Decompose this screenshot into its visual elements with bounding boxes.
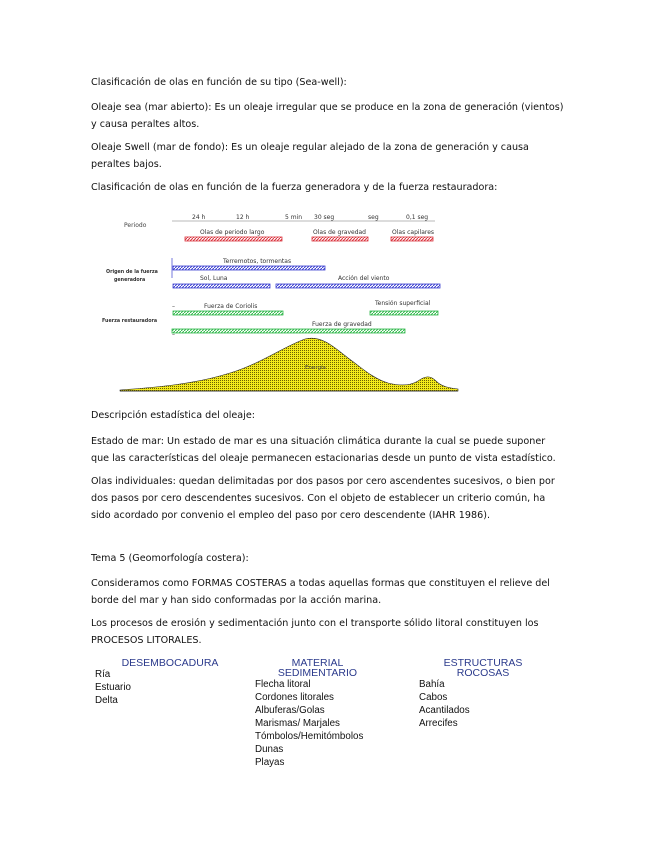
svg-text:–: – [172, 331, 175, 338]
list-item: Marismas/ Marjales [255, 718, 340, 729]
column-estructuras-rocosas [419, 658, 547, 730]
bar-label-coriolis: Fuerza de Coriolis [204, 303, 258, 310]
label-periodo: Periodo [124, 222, 147, 229]
tick-label: 24 h [192, 214, 206, 221]
energy-curve [120, 338, 458, 391]
time-axis [172, 214, 435, 221]
column-heading: ROCOSAS [456, 667, 510, 679]
bar-label-terremotos: Terremotos, tormentas [223, 258, 292, 265]
bar-label-sol-luna: Sol, Luna [200, 275, 228, 282]
column-heading: MATERIAL [291, 657, 344, 669]
label-origen-1: Origen de la fuerza [106, 270, 158, 275]
list-item: Bahía [419, 679, 445, 690]
wave-classification-figure [100, 208, 465, 398]
tick-label: seg [368, 214, 379, 221]
bar-fuerza-gravedad [172, 329, 405, 333]
paragraph-oleaje-swell: Oleaje Swell (mar de fondo): Es un oleaje regular alejado de la zona de generación y causa peraltes bajos. [91, 142, 529, 170]
column-heading: SEDIMENTARIO [277, 667, 358, 679]
bar-label-periodo-largo: Olas de periodo largo [200, 229, 265, 236]
bar-label-viento: Acción del viento [338, 275, 390, 282]
list-item: Estuario [95, 682, 131, 693]
list-item: Tómbolos/Hemitómbolos [255, 731, 364, 742]
column-heading: ESTRUCTURAS [443, 657, 523, 669]
paragraph-oleaje-sea: Oleaje sea (mar abierto): Es un oleaje irregular que se produce en la zona de generación (vientos) y causa peraltes altos. [91, 102, 564, 130]
tick-label: 30 seg [314, 214, 335, 221]
bar-capilares [391, 237, 433, 241]
list-item: Albuferas/Golas [255, 705, 325, 716]
bar-tension [370, 311, 438, 315]
column-heading: DESEMBOCADURA [121, 657, 219, 669]
bar-viento [276, 284, 440, 288]
bar-label-gravedad: Olas de gravedad [313, 229, 366, 236]
list-item: Dunas [255, 744, 284, 755]
list-item: Ría [95, 669, 111, 680]
bar-label-capilares: Olas capilares [392, 229, 435, 236]
column-desembocadura [95, 658, 245, 707]
list-item: Acantilados [419, 705, 470, 716]
bar-label-fuerza-gravedad: Fuerza de gravedad [312, 321, 372, 328]
paragraph-procesos-litorales: Los procesos de erosión y sedimentación junto con el transporte sólido litoral constituyen los PROCESOS LITORALES. [91, 618, 539, 646]
energy-label: Energía [305, 365, 326, 371]
bar-gravedad [312, 237, 368, 241]
list-item: Arrecifes [419, 718, 458, 729]
bar-terremotos [173, 266, 325, 270]
tick-label: 5 min [285, 214, 303, 221]
list-item: Flecha litoral [255, 679, 311, 690]
label-fuerza-restauradora: Fuerza restauradora [102, 319, 158, 324]
bar-sol-luna [173, 284, 270, 288]
label-origen-2: generadora [114, 278, 146, 283]
list-item: Cabos [419, 692, 448, 703]
bar-coriolis [173, 311, 283, 315]
paragraph-estado-mar: Estado de mar: Un estado de mar es una situación climática durante la cual se puede suponer que las características del oleaje permanecen estacionarias desde un punto de vista estadístico. [91, 436, 556, 464]
paragraph-sea-well-title: Clasificación de olas en función de su tipo (Sea-well): [91, 77, 347, 88]
list-item: Cordones litorales [255, 692, 334, 703]
tick-label: 12 h [236, 214, 250, 221]
tick-label: 0,1 seg [406, 214, 429, 221]
svg-text:–: – [172, 303, 175, 310]
bar-periodo-largo [185, 237, 282, 241]
paragraph-formas-costeras: Consideramos como FORMAS COSTERAS a todas aquellas formas que constituyen el relieve del borde del mar y han sido conformadas por la acción marina. [91, 578, 550, 606]
column-material-sedimentario [255, 658, 380, 769]
paragraph-olas-individuales: Olas individuales: quedan delimitadas por dos pasos por cero ascendentes sucesivos, o bien por dos pasos por cero descendentes sucesivos. Con el objeto de establecer un criterio común, ha sido acordado por convenio el empleo del paso por cero descendente (IAHR 1986). [91, 476, 555, 521]
paragraph-tema5: Tema 5 (Geomorfología costera): [91, 553, 249, 564]
list-item: Delta [95, 695, 118, 706]
list-item: Playas [255, 757, 285, 768]
paragraph-descripcion: Descripción estadística del oleaje: [91, 410, 255, 421]
paragraph-fuerza-title: Clasificación de olas en función de la fuerza generadora y de la fuerza restauradora: [91, 182, 498, 193]
bar-label-tension: Tensión superficial [375, 300, 431, 307]
